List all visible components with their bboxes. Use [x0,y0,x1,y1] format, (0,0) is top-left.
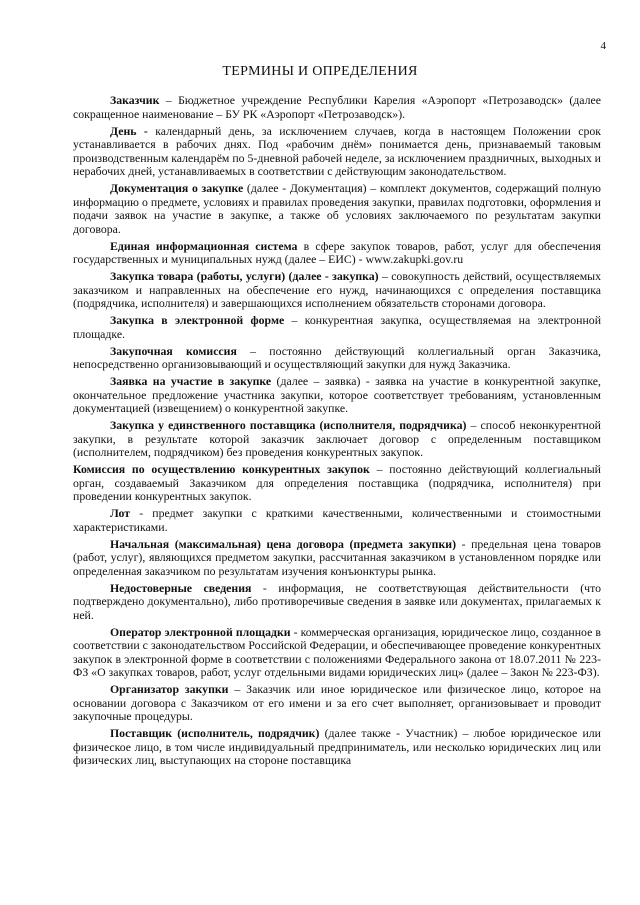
definition-term: Заказчик [110,93,160,107]
definition-term: Организатор закупки [110,682,229,696]
page-number: 4 [600,40,606,52]
definition-text: - коммерческая организация, юридическое лицо, созданное в соответствии с законодательством Российской Федерации, и обеспечивающее проведение конкурентных закупок в электронной форме в соответствии с положениями Федерального закона от 18.07.2011 № 223-ФЗ «О закупках товаров, работ, услуг отдельными видами юридических лиц» (далее – Закон № 223-ФЗ). [73,624,601,679]
definition-paragraph [73,626,601,680]
definition-paragraph [73,463,601,504]
definition-term: Оператор электронной площадки [110,624,291,639]
definition-term: Лот [110,506,131,520]
definition-term: Начальная (максимальная) цена договора (предмета закупки) [110,536,457,551]
definition-paragraph [73,538,601,579]
definition-term: Комиссия по осуществлению конкурентных закупок [73,462,370,476]
definition-paragraph [73,507,601,534]
definition-paragraph [73,683,601,724]
definition-term: Недостоверные сведения [110,580,252,595]
definition-paragraph [73,270,601,311]
definition-paragraph [73,345,601,372]
definitions-list [73,94,601,771]
definition-text: – совокупность действий, осуществляемых заказчиком и направленных на обеспечение его нужд, начинающихся с определения поставщика (подрядчика, исполнителя) и завершающихся исполнением обязательств сторонами договора. [73,269,601,310]
definition-term: Поставщик (исполнитель, подрядчик) [110,726,320,740]
definition-text: - информация, не соответствующая действительности (что подтверждено документально), либо противоречивые сведения в заявке или документах, прилагаемых к ней. [73,580,601,622]
definition-term: Закупка товара (работы, услуги) (далее - закупка) [110,269,379,283]
definition-text: – Бюджетное учреждение Республики Карелия «Аэропорт «Петрозаводск» (далее сокращенное наименование – БУ РК «Аэропорт «Петрозаводск»). [73,93,601,121]
definition-paragraph [73,240,601,267]
definition-paragraph [73,94,601,121]
definition-paragraph [73,314,601,341]
definition-term: День - [110,123,148,138]
definition-text: – постоянно действующий коллегиальный орган, создаваемый Заказчиком для определения поставщика (подрядчика, исполнителя) при проведении конкурентных закупок. [73,462,601,503]
definition-term: Закупка в электронной форме [110,313,285,327]
definition-text: (далее также - Участник) – любое юридическое или физическое лицо, в том числе индивидуальный предприниматель, или несколько юридических лиц или физических лиц, выступающих на стороне поставщика [73,726,601,767]
definition-paragraph [73,375,601,416]
definition-text: - предельная цена товаров (работ, услуг), являющихся предметом закупки, рассчитанная заказчиком в установленном порядке или определенная заказчиком по результатам изучения конъюнктуры рынка. [73,536,601,578]
definition-term: Документация о закупке [110,181,244,195]
page-title: ТЕРМИНЫ И ОПРЕДЕЛЕНИЯ [222,64,418,79]
definition-paragraph [73,182,601,236]
definition-paragraph [73,727,601,768]
definition-term: Заявка на участие в закупке [110,374,272,388]
definition-term: Закупочная комиссия [110,343,237,358]
definition-text: - предмет закупки с краткими качественными, количественными и стоимостными характеристиками. [73,506,601,534]
definition-text: в сфере закупок товаров, работ, услуг для обеспечения государственных и муниципальных нужд (далее – ЕИС) - www.zakupki.gov.ru [73,238,601,266]
definition-text: (далее - Документация) – комплект документов, содержащий полную информацию о предмете, условиях и правилах проведения закупки, правилах подготовки, оформления и подачи заявок на участие в закупке, а также об условиях заключаемого по результатам закупки договора. [73,181,601,236]
definition-text: – конкурентная закупка, осуществляемая на электронной площадке. [73,313,602,341]
definition-text: – способ неконкурентной закупки, в результате которой заказчик заключает договор с определенным поставщиком (исполнителем, подрядчиком) без проведения конкурентных закупок. [73,418,602,459]
definition-text: – Заказчик или иное юридическое или физическое лицо, которое на основании договора с Заказчиком от его имени и за его счет выполняет, организовывает и проводит закупочные процедуры. [73,682,601,723]
definition-term: Единая информационная система [110,238,298,253]
definition-paragraph [73,125,601,179]
definition-text: – постоянно действующий коллегиальный орган Заказчика, непосредственно организовывающий и осуществляющий закупки для нужд Заказчика. [73,343,602,371]
definition-paragraph [73,582,601,623]
definition-term: Закупка у единственного поставщика (исполнителя, подрядчика) [110,418,467,432]
definition-text: (далее – заявка) - заявка на участие в конкурентной закупке, окончательное предложение участника закупки, которое соответствует требованиям, установленным документацией (извещением) о конкурентной закупке. [73,374,601,415]
definition-text: календарный день, за исключением случаев, когда в настоящем Положении срок устанавливается в рабочих днях. Под «рабочим днём» понимается день, признаваемый таковым производственным календарём по 5-дневной рабочей неделе, за исключением праздничных, выходных и нерабочих дней, устанавливаемых в соответствии с действующим законодательством. [73,123,601,178]
definition-paragraph [73,419,601,460]
